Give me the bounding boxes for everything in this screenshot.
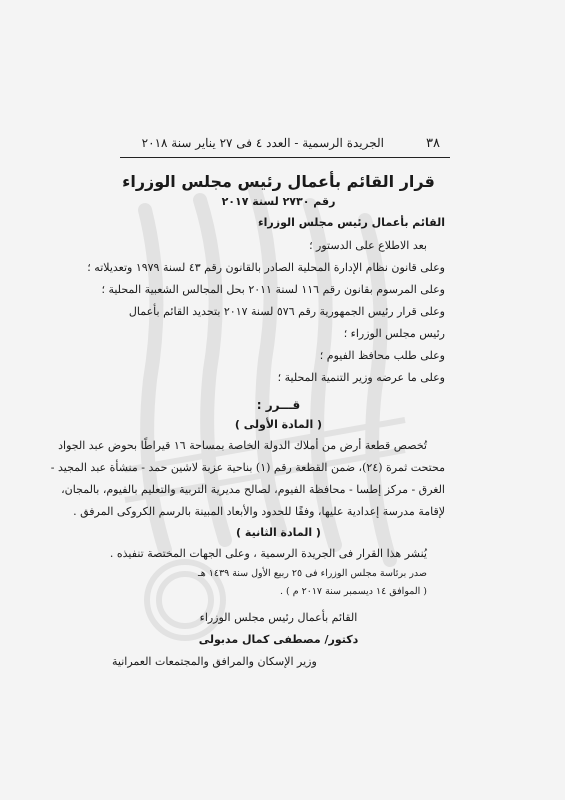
issued-date-line: صدر برئاسة مجلس الوزراء فى ٢٥ ربيع الأول سنة ١٤٣٩ هـ xyxy=(197,568,427,579)
decree-issuer: القائم بأعمال رئيس مجلس الوزراء xyxy=(258,216,445,229)
preamble-line: بعد الاطلاع على الدستور ؛ xyxy=(309,239,427,252)
article-1-heading: ( المادة الأولى ) xyxy=(234,418,323,431)
page-number: ٣٨ xyxy=(426,136,440,151)
decree-body xyxy=(50,168,445,673)
article-2-heading: ( المادة الثانية ) xyxy=(236,526,321,539)
page-header xyxy=(120,136,440,158)
article-1-line: الغرق - مركز إطسا - محافظة الفيوم، لصالح مديرية التربية والتعليم بالفيوم، بالمجان، xyxy=(61,483,445,496)
gregorian-date-line: ( الموافق ١٤ ديسمبر سنة ٢٠١٧ م ) . xyxy=(279,586,427,597)
article-1-line: محتحت ثمرة (٢٤)، ضمن القطعة رقم (١) بناحية عزبة لاشين حمد - منشأة عبد المجيد - xyxy=(50,461,445,474)
header-divider xyxy=(120,157,450,158)
decided-heading: قـــرر : xyxy=(256,398,301,412)
preamble-line: وعلى طلب محافظ الفيوم ؛ xyxy=(319,349,445,362)
signature-title: القائم بأعمال رئيس مجلس الوزراء xyxy=(199,611,358,624)
gazette-header-title: الجريدة الرسمية - العدد ٤ فى ٢٧ يناير سنة ٢٠١٨ xyxy=(141,136,384,150)
preamble-line: وعلى المرسوم بقانون رقم ١١٦ لسنة ٢٠١١ بحل المجالس الشعبية المحلية ؛ xyxy=(101,283,445,296)
preamble-line: وعلى قانون نظام الإدارة المحلية الصادر بالقانون رقم ٤٣ لسنة ١٩٧٩ وتعديلاته ؛ xyxy=(87,261,445,274)
article-2-text: يُنشر هذا القرار فى الجريدة الرسمية ، وعلى الجهات المختصة تنفيذه . xyxy=(109,547,427,560)
signature-role: وزير الإسكان والمرافق والمجتمعات العمرانية xyxy=(112,655,317,668)
preamble-line: وعلى قرار رئيس الجمهورية رقم ٥٧٦ لسنة ٢٠١٧ بتحديد القائم بأعمال xyxy=(128,305,445,318)
preamble-line: رئيس مجلس الوزراء ؛ xyxy=(343,327,445,340)
decree-number: رقم ٢٧٣٠ لسنة ٢٠١٧ xyxy=(221,195,336,208)
signature-name: دكتور/ مصطفى كمال مدبولى xyxy=(198,633,359,646)
decree-title: قرار القائم بأعمال رئيس مجلس الوزراء xyxy=(122,172,435,191)
article-1-line: لإقامة مدرسة إعدادية عليها، وفقًا للحدود والأبعاد المبينة بالرسم الكروكى المرفق . xyxy=(73,505,445,518)
article-1-line: تُخصص قطعة أرض من أملاك الدولة الخاصة بمساحة ١٦ قيراطًا بحوض عبد الجواد xyxy=(58,439,427,452)
preamble-line: وعلى ما عرضه وزير التنمية المحلية ؛ xyxy=(277,371,445,384)
